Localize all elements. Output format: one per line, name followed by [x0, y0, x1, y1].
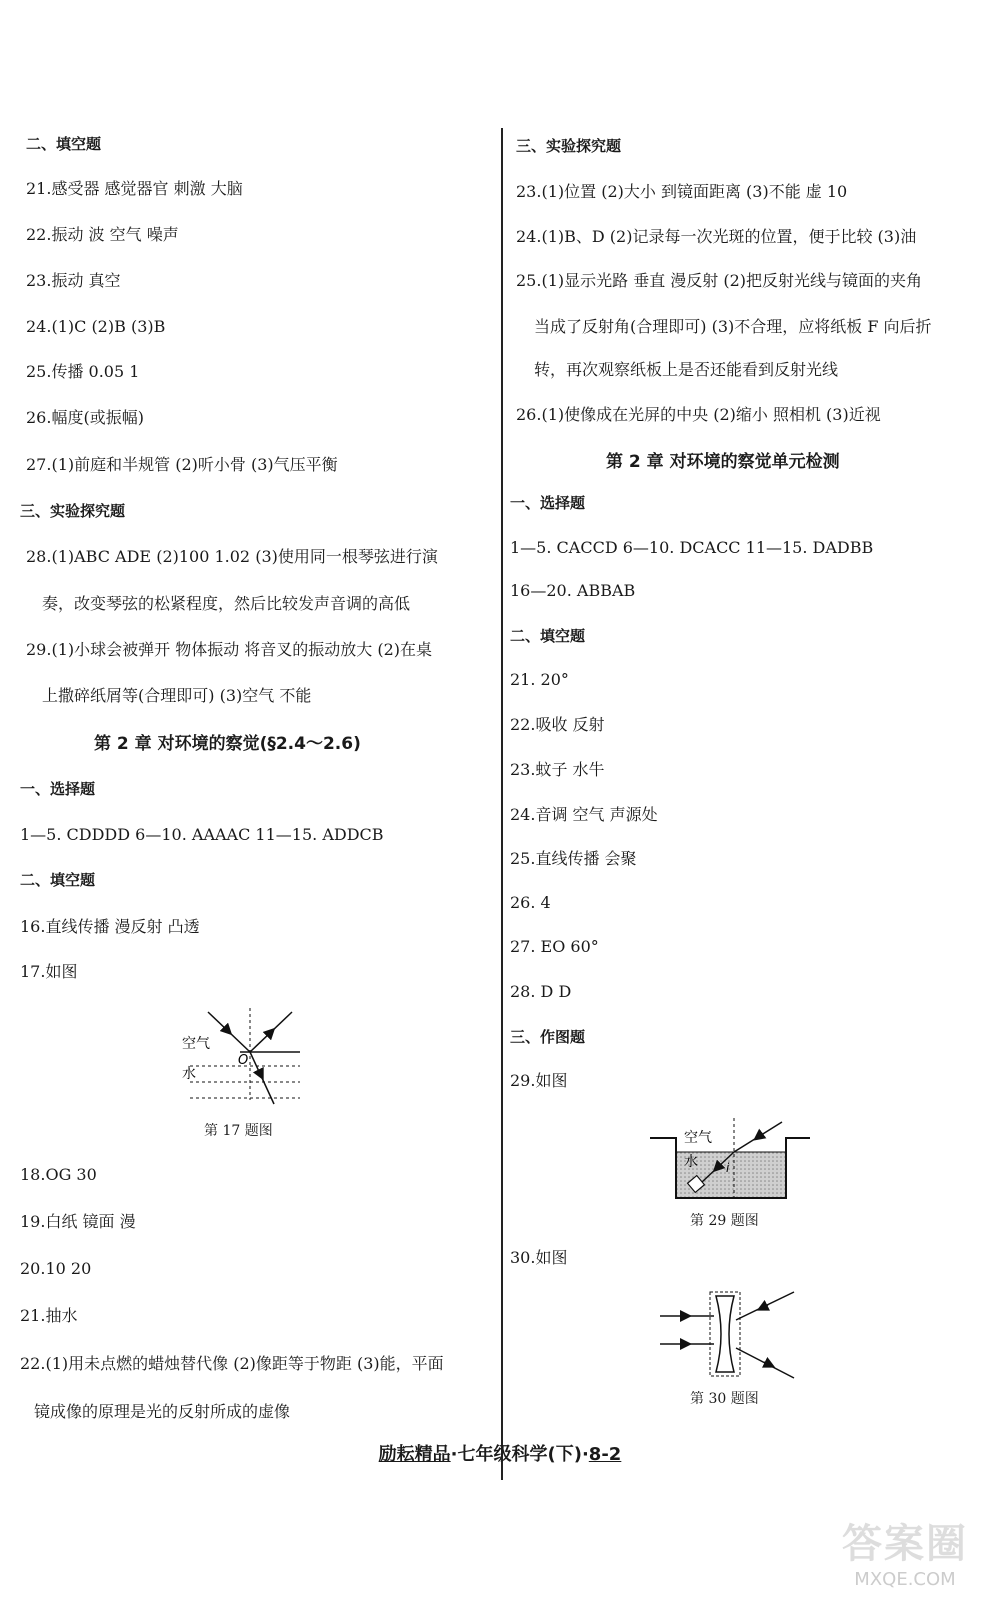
refracted-arrow	[259, 1071, 261, 1075]
answer-26: 26.(1)使像成在光屏的中央 (2)缩小 照相机 (3)近视	[516, 405, 881, 424]
section-heading-fill: 二、填空题	[26, 135, 102, 153]
figure-30-caption: 第 30 题图	[690, 1391, 759, 1407]
figure-30-concave-lens	[654, 1282, 804, 1382]
label-water: 水	[684, 1154, 698, 1170]
label-air: 空气	[182, 1036, 210, 1052]
answer-27: 27. EO 60°	[510, 937, 599, 956]
section-heading-drawing: 三、作图题	[510, 1028, 586, 1046]
answer-28-line2: 奏，改变琴弦的松紧程度，然后比较发声音调的高低	[42, 594, 411, 613]
answer-26: 26.幅度(或振幅)	[26, 408, 144, 427]
concave-lens	[716, 1296, 734, 1372]
answer-20: 20.10 20	[20, 1259, 92, 1278]
incident-arrow	[225, 1028, 228, 1031]
watermark-bottom: MXQE.COM	[854, 1569, 956, 1590]
answer-25-line1: 25.(1)显示光路 垂直 漫反射 (2)把反射光线与镜面的夹角	[516, 271, 923, 290]
section-heading-fill-2: 二、填空题	[20, 871, 96, 889]
refracted-ray	[250, 1052, 274, 1104]
answer-25: 25.传播 0.05 1	[26, 362, 140, 381]
label-air: 空气	[684, 1130, 712, 1146]
figure-17-caption: 第 17 题图	[204, 1123, 273, 1139]
choice-answers-2: 16—20. ABBAB	[510, 581, 636, 600]
answer-23: 23.振动 真空	[26, 271, 121, 290]
answer-25-line3: 转，再次观察纸板上是否还能看到反射光线	[534, 360, 839, 379]
answer-16: 16.直线传播 漫反射 凸透	[20, 917, 200, 936]
incident-ray	[208, 1012, 250, 1052]
figure-29-refraction-container	[644, 1112, 814, 1204]
answer-25-line2: 当成了反射角(合理即可) (3)不合理，应将纸板 F 向后折	[534, 317, 932, 336]
choice-answers-1: 1—5. CACCD 6—10. DCACC 11—15. DADBB	[510, 538, 874, 557]
figure-17-refraction-diagram	[170, 1000, 320, 1115]
footer-brand: 励耘精品	[378, 1444, 451, 1465]
lens-dashed-box	[710, 1292, 740, 1376]
answer-18: 18.OG 30	[20, 1165, 97, 1184]
answer-29: 29.如图	[510, 1071, 568, 1090]
section-heading-choice: 一、选择题	[20, 780, 96, 798]
answer-28-line1: 28.(1)ABC ADE (2)100 1.02 (3)使用同一根琴弦进行演	[26, 547, 438, 566]
answer-27: 27.(1)前庭和半规管 (2)听小骨 (3)气压平衡	[26, 455, 338, 474]
answer-29-line1: 29.(1)小球会被弹开 物体振动 将音叉的振动放大 (2)在桌	[26, 640, 433, 659]
answer-24: 24.(1)B、D (2)记录每一次光斑的位置，便于比较 (3)油	[516, 227, 917, 246]
answer-28: 28. D D	[510, 982, 572, 1001]
answer-17: 17.如图	[20, 962, 78, 981]
answer-22: 22.振动 波 空气 噪声	[26, 225, 179, 244]
section-heading-experiment: 三、实验探究题	[20, 502, 126, 520]
footer-page-number: 8-2	[588, 1444, 622, 1465]
chapter-title-unit-test: 第 2 章 对环境的察觉单元检测	[606, 452, 840, 472]
section-heading-fill: 二、填空题	[510, 627, 586, 645]
figure-29-caption: 第 29 题图	[690, 1213, 759, 1229]
answer-24b: 24.音调 空气 声源处	[510, 805, 658, 824]
label-i: i	[726, 1161, 730, 1175]
section-heading-choice: 一、选择题	[510, 494, 586, 512]
answer-30: 30.如图	[510, 1248, 568, 1267]
answer-26b: 26. 4	[510, 893, 551, 912]
answer-22b-line2: 镜成像的原理是光的反射所成的虚像	[34, 1402, 291, 1421]
answer-19: 19.白纸 镜面 漫	[20, 1212, 136, 1231]
answer-23b: 23.蚊子 水牛	[510, 760, 605, 779]
answer-25b: 25.直线传播 会聚	[510, 849, 637, 868]
answer-21b: 21.抽水	[20, 1306, 78, 1325]
answer-21: 21. 20°	[510, 670, 569, 689]
choice-answers: 1—5. CDDDD 6—10. AAAAC 11—15. ADDCB	[20, 825, 384, 844]
answer-22: 22.吸收 反射	[510, 715, 605, 734]
column-divider	[501, 128, 503, 1480]
answer-22b-line1: 22.(1)用未点燃的蜡烛替代像 (2)像距等于物距 (3)能，平面	[20, 1354, 444, 1373]
page-footer	[0, 1440, 1000, 1466]
footer-subject: ·七年级科学(下)·	[450, 1444, 589, 1465]
answer-24: 24.(1)C (2)B (3)B	[26, 317, 166, 336]
chapter-title: 第 2 章 对环境的察觉(§2.4～2.6)	[94, 734, 361, 754]
section-heading-experiment: 三、实验探究题	[516, 137, 622, 155]
answer-29-line2: 上撒碎纸屑等(合理即可) (3)空气 不能	[42, 686, 312, 705]
label-water: 水	[182, 1066, 196, 1082]
reflected-arrow	[268, 1032, 271, 1035]
watermark-logo	[830, 1512, 980, 1597]
answer-21: 21.感受器 感觉器官 刺激 大脑	[26, 179, 243, 198]
label-O: O	[238, 1053, 249, 1068]
watermark-top: 答案圈	[842, 1521, 968, 1567]
answer-23: 23.(1)位置 (2)大小 到镜面距离 (3)不能 虚 10	[516, 182, 848, 201]
